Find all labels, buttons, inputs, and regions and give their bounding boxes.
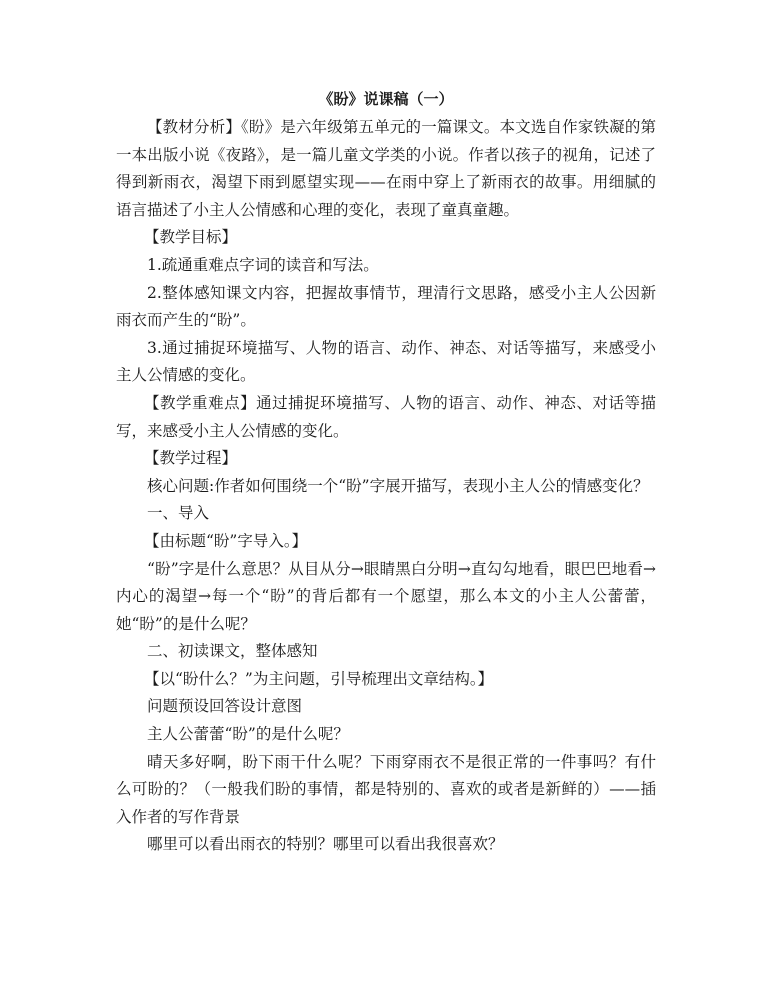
section-heading-first-reading: 二、初读课文，整体感知: [147, 642, 318, 661]
document-title: 《盼》说课稿（一）: [318, 90, 454, 108]
objective-item-1: 1.疏通重难点字词的读音和写法。: [147, 255, 379, 274]
paragraph-key-difficulties: 【教学重难点】通过捕捉环境描写、人物的语言、动作、神态、对话等描写，来感受小主人公情感的变化。: [116, 393, 656, 440]
paragraph-textbook-analysis: 【教材分析】《盼》是六年级第五单元的一篇课文。本文选自作家铁凝的第一本出版小说《夜路》，是一篇儿童文学类的小说。作者以孩子的视角，记述了得到新雨衣，渴望下雨到愿望实现——在雨中穿上了新雨衣的故事。用细腻的语言描述了小主人公情感和心理的变化，表现了童真童趣。: [116, 118, 656, 219]
paragraph-main-question: 【以“盼什么？”为主问题，引导梳理出文章结构。】: [144, 669, 494, 688]
paragraph-title-lead-in: 【由标题“盼”字导入。】: [144, 531, 308, 550]
heading-teaching-process: 【教学过程】: [144, 449, 238, 468]
heading-teaching-objectives: 【教学目标】: [144, 228, 238, 247]
paragraph-core-question: 核心问题:作者如何围绕一个“盼”字展开描写，表现小主人公的情感变化？: [147, 476, 649, 495]
objective-item-2: 2.整体感知课文内容，把握故事情节，理清行文思路，感受小主人公因新雨衣而产生的“盼”。: [116, 283, 656, 330]
document-page: [116, 85, 656, 859]
objective-item-3: 3.通过捕捉环境描写、人物的语言、动作、神态、对话等描写，来感受小主人公情感的变化。: [116, 338, 656, 385]
paragraph-sunny-day: 晴天多好啊，盼下雨干什么呢？下雨穿雨衣不是很正常的一件事吗？有什么可盼的？（一般我们盼的事情，都是特别的、喜欢的或者是新鲜的）——插入作者的写作背景: [116, 752, 656, 826]
section-heading-introduction: 一、导入: [147, 504, 210, 523]
paragraph-question-what: 主人公蕾蕾“盼”的是什么呢？: [147, 725, 349, 744]
paragraph-raincoat-special: 哪里可以看出雨衣的特别？哪里可以看出我很喜欢？: [147, 835, 504, 854]
paragraph-meaning-of-pan: “盼”字是什么意思？从目从分→眼睛黑白分明→直勾勾地看，眼巴巴地看→内心的渴望→每一个“盼”的背后都有一个愿望，那么本文的小主人公蕾蕾，她“盼”的是什么呢？: [116, 559, 656, 633]
paragraph-question-design: 问题预设回答设计意图: [147, 697, 303, 716]
